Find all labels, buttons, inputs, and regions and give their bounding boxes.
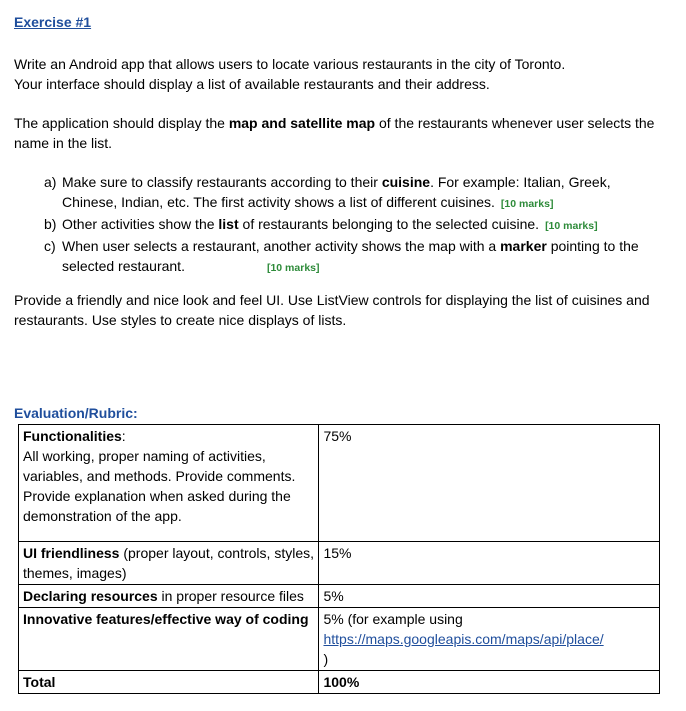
requirement-label: c): [44, 238, 56, 254]
table-row: [19, 608, 660, 671]
map-paragraph: [14, 113, 664, 153]
requirement-text: of restaurants belonging to the selected cuisine.: [238, 216, 540, 232]
map-para-text-1: The application should display the: [14, 115, 229, 131]
rubric-value-cell: [319, 608, 660, 671]
intro-line-1: Write an Android app that allows users to locate various restaurants in the city of Toronto.: [14, 56, 566, 72]
map-para-text-2: of the restaurants whenever user selects the name in the list.: [14, 115, 655, 151]
criterion-name: UI friendliness: [23, 545, 120, 561]
table-row: [19, 585, 660, 608]
requirements-list: [44, 172, 669, 278]
places-api-link[interactable]: https://maps.googleapis.com/maps/api/place/: [323, 631, 604, 647]
marks-badge: [10 marks]: [266, 262, 320, 274]
rubric-table: [18, 424, 660, 694]
marks-badge: [10 marks]: [545, 220, 598, 232]
rubric-criterion-cell: [19, 671, 319, 694]
rubric-criterion-cell: [19, 608, 319, 671]
criterion-suffix: :: [121, 428, 126, 444]
criterion-weight: 15%: [323, 545, 352, 561]
criterion-name: Total: [23, 674, 56, 690]
requirement-bold: marker: [500, 238, 547, 254]
rubric-criterion-cell: [19, 425, 319, 542]
rubric-value-cell: [319, 425, 660, 542]
criterion-name: Functionalities: [23, 428, 122, 444]
criterion-weight: 5%: [323, 588, 344, 604]
rubric-value-cell: [319, 671, 660, 694]
criterion-weight: 5% (for example using: [323, 611, 463, 627]
marks-badge: [10 marks]: [500, 198, 554, 210]
requirement-item-b: [44, 214, 669, 236]
ui-paragraph: Provide a friendly and nice look and feel UI. Use ListView controls for displaying the list of cuisines and restaurants. Use styles to create nice displays of lists.: [14, 292, 650, 328]
rubric-criterion-cell: [19, 542, 319, 585]
intro-line-2: Your interface should display a list of available restaurants and their address.: [14, 76, 490, 92]
requirement-item-a: [44, 172, 669, 214]
criterion-name: Declaring resources: [23, 588, 158, 604]
total-weight: 100%: [323, 674, 360, 690]
requirement-label: b): [44, 216, 57, 232]
intro-paragraph: [14, 54, 664, 94]
table-row: [19, 425, 660, 542]
requirement-text: pointing to the selected restaurant.: [62, 238, 639, 274]
requirement-text: When user selects a restaurant, another activity shows the map with a: [62, 238, 501, 254]
requirement-label: a): [44, 174, 57, 190]
requirement-bold: list: [218, 216, 239, 232]
exercise-title[interactable]: Exercise #1: [14, 14, 92, 30]
requirement-bold: cuisine: [381, 174, 431, 190]
criterion-weight-tail: ): [323, 651, 329, 667]
requirement-text: Other activities show the: [62, 216, 219, 232]
table-row: [19, 671, 660, 694]
rubric-value-cell: [319, 542, 660, 585]
rubric-value-cell: [319, 585, 660, 608]
requirement-text: . For example: Italian, Greek, Chinese, Indian, etc. The first activity shows a list of different cuisines.: [62, 174, 611, 210]
criterion-name: Innovative features/effective way of coding: [23, 611, 309, 627]
rubric-criterion-cell: [19, 585, 319, 608]
table-row: [19, 542, 660, 585]
criterion-suffix: in proper resource files: [157, 588, 304, 604]
criterion-suffix: (proper layout, controls, styles, themes, images): [23, 545, 314, 581]
requirement-item-c: [44, 236, 669, 278]
criterion-weight: 75%: [323, 428, 352, 444]
requirement-text: Make sure to classify restaurants according to their: [62, 174, 382, 190]
map-para-bold: map and satellite map: [228, 115, 376, 131]
criterion-description: All working, proper naming of activities, variables, and methods. Provide comments. Provide explanation when asked during the demonstration of the app.: [23, 448, 296, 524]
rubric-heading: Evaluation/Rubric:: [14, 405, 138, 421]
